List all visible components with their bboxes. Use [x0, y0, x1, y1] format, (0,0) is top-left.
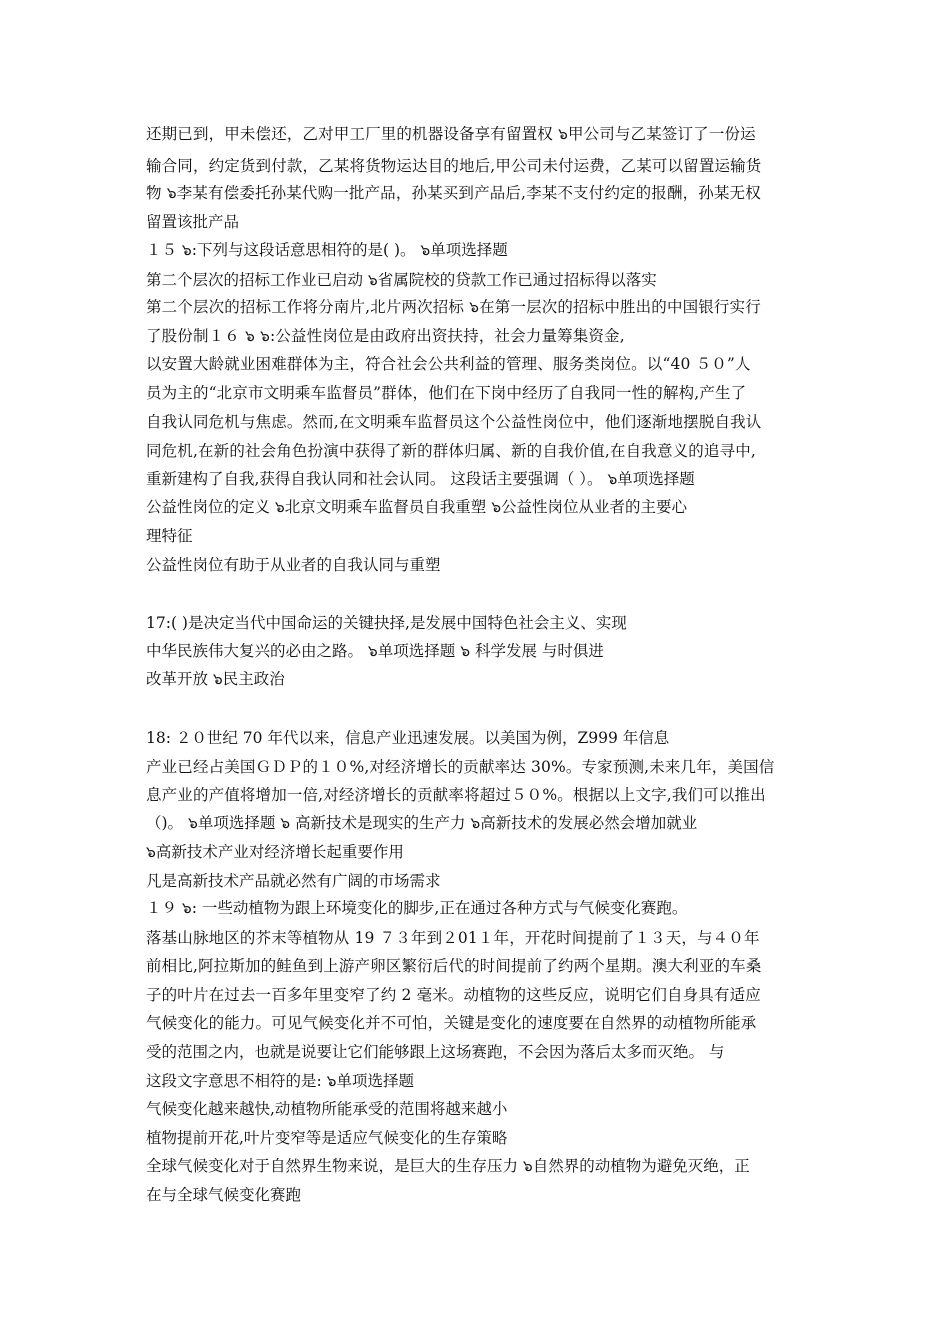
text-line: 产业已经占美国ＧＤＰ的１０%,对经济增长的贡献率达 30%。专家预测,未来几年，美国信	[146, 758, 775, 776]
text-line: 自我认同危机与焦虑。然而,在文明乘车监督员这个公益性岗位中，他们逐渐地摆脱自我认	[146, 413, 762, 431]
option-line: 植物提前开花,叶片变窄等是适应气候变化的生存策略	[146, 1129, 508, 1147]
option-line: 第二个层次的招标工作将分南片,北片两次招标 ๖在第一层次的招标中胜出的中国银行实行	[146, 298, 761, 316]
text-line: 息产业的产值将增加一倍,对经济增长的贡献率将超过５０%。根据以上文字,我们可以推出	[146, 786, 766, 804]
question-15-line: １５ ๖:下列与这段话意思相符的是( )。 ๖单项选择题	[146, 241, 508, 259]
text-line: 物 ๖李某有偿委托孙某代购一批产品，孙某买到产品后,李某不支付约定的报酬，孙某无权	[146, 184, 761, 202]
text-line: 受的范围之内，也就是说要让它们能够跟上这场赛跑，不会因为落后太多而灭绝。 与	[146, 1043, 725, 1061]
question-19-line: １９ ๖: 一些动植物为跟上环境变化的脚步,正在通过各种方式与气候变化赛跑。	[146, 899, 688, 917]
text-line: 以安置大龄就业困难群体为主，符合社会公共利益的管理、服务类岗位。以“40 ５０”人	[146, 355, 751, 373]
option-line: 公益性岗位有助于从业者的自我认同与重塑	[146, 556, 441, 574]
text-line: 还期已到，甲未偿还，乙对甲工厂里的机器设备享有留置权 ๖甲公司与乙某签订了一份运	[146, 125, 756, 143]
option-line: 改革开放 ๖民主政治	[146, 670, 285, 688]
option-line: 凡是高新技术产品就必然有广阔的市场需求	[146, 872, 441, 890]
text-line: 重新建构了自我,获得自我认同和社会认同。 这段话主要强调（ ）。 ๖单项选择题	[146, 470, 695, 488]
text-line: 这段文字意思不相符的是: ๖单项选择题	[146, 1072, 414, 1090]
option-line: 公益性岗位的定义 ๖北京文明乘车监督员自我重塑 ๖公益性岗位从业者的主要心	[146, 498, 688, 516]
option-line: 在与全球气候变化赛跑	[146, 1186, 302, 1204]
question-18-line: 18: ２０世纪 70 年代以来，信息产业迅速发展。以美国为例，Z999 年信息	[146, 729, 670, 747]
question-16-line: 了股份制１６ ๖ ๖:公益性岗位是由政府出资扶持，社会力量筹集资金,	[146, 327, 625, 345]
text-line: 员为主的“北京市文明乘车监督员”群体，他们在下岗中经历了自我同一性的解构,产生了	[146, 384, 747, 402]
text-line: 同危机,在新的社会角色扮演中获得了新的群体归属、新的自我价值,在自我意义的追寻中,	[146, 442, 756, 460]
text-line: 留置该批产品	[146, 213, 240, 231]
option-line: （)。 ๖单项选择题 ๖ 高新技术是现实的生产力 ๖高新技术的发展必然会增加就业	[146, 814, 698, 832]
option-line: 全球气候变化对于自然界生物来说，是巨大的生存压力 ๖自然界的动植物为避免灭绝，正	[146, 1157, 750, 1175]
text-line: 子的叶片在过去一百多年里变窄了约 2 毫米。动植物的这些反应，说明它们自身具有适应	[146, 986, 761, 1004]
text-line: 输合同，约定货到付款，乙某将货物运达目的地后,甲公司未付运费，乙某可以留置运输货	[146, 157, 762, 175]
option-line: 气候变化越来越快,动植物所能承受的范围将越来越小	[146, 1100, 508, 1118]
option-line: 第二个层次的招标工作业已启动 ๖省属院校的贷款工作已通过招标得以落实	[146, 271, 657, 289]
text-line: 气候变化的能力。可见气候变化并不可怕，关键是变化的速度要在自然界的动植物所能承	[146, 1014, 757, 1032]
option-line: ๖高新技术产业对经济增长起重要作用	[146, 843, 404, 861]
text-line: 前相比,阿拉斯加的鲑鱼到上游产卵区繁衍后代的时间提前了约两个星期。澳大利亚的车桑	[146, 957, 762, 975]
question-17-line: 17:( )是决定当代中国命运的关键抉择,是发展中国特色社会主义、实现	[146, 614, 627, 632]
text-line: 落基山脉地区的芥末等植物从 19 ７３年到２01１年，开花时间提前了１３天，与４０年	[146, 929, 760, 947]
text-line: 中华民族伟大复兴的必由之路。 ๖单项选择题 ๖ 科学发展 与时俱进	[146, 642, 604, 660]
option-line: 理特征	[146, 527, 193, 545]
